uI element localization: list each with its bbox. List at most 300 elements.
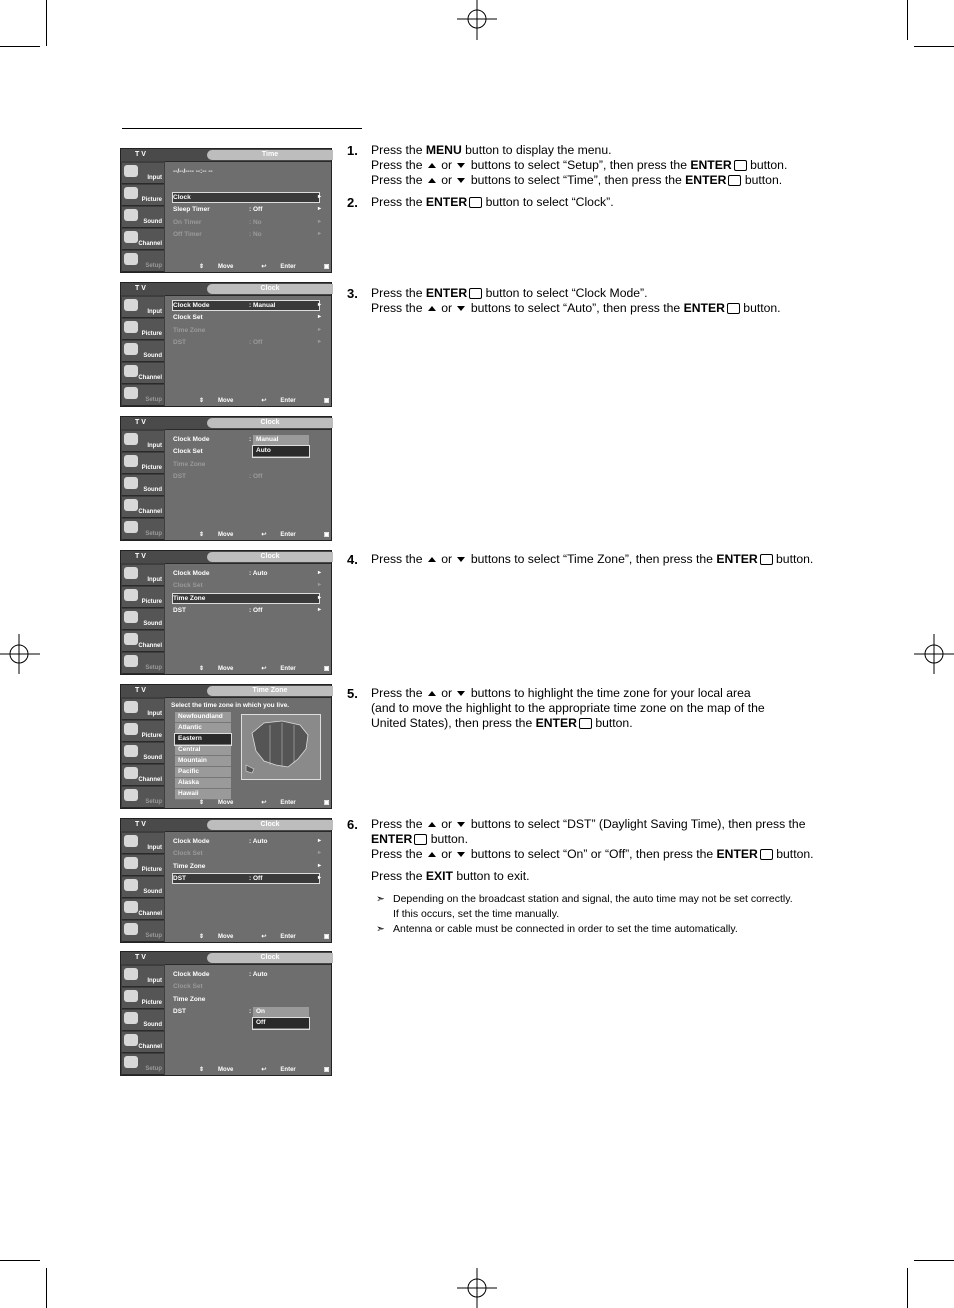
enter-button-label: ENTER — [685, 173, 727, 187]
sidebar-item-channel[interactable] — [122, 497, 164, 518]
footer-move — [199, 532, 247, 538]
menu-row-label: Time Zone — [173, 995, 206, 1003]
footer-move — [199, 666, 247, 672]
footer-enter — [261, 666, 309, 672]
channel-icon — [124, 365, 138, 377]
menu-row-label: Clock Mode — [173, 570, 210, 577]
dropdown-option[interactable]: Auto — [253, 446, 309, 457]
tv-label: T V — [135, 954, 146, 961]
text: button. — [772, 552, 814, 566]
tv-label: T V — [135, 553, 146, 560]
menu-row[interactable] — [173, 862, 319, 871]
menu-sidebar — [121, 964, 165, 1075]
sidebar-item-input[interactable] — [122, 163, 164, 184]
sidebar-item-picture[interactable] — [122, 721, 164, 742]
crop-mark — [0, 1260, 40, 1261]
footer-return — [324, 398, 377, 404]
sidebar-item-input[interactable] — [122, 833, 164, 854]
move-icon: ⇕ — [199, 666, 205, 672]
sidebar-item-label: Channel — [138, 643, 162, 649]
sidebar-item-label: Input — [147, 845, 162, 851]
sidebar-item-sound[interactable] — [122, 207, 164, 228]
setup-icon — [124, 789, 138, 801]
sidebar-item-label: Setup — [145, 397, 162, 403]
setup-icon — [124, 923, 138, 935]
note-marker-icon: ➣ — [376, 923, 385, 935]
footer-enter-label: Enter — [280, 934, 296, 940]
time-zone-option[interactable]: Mountain — [175, 756, 231, 767]
footer-enter — [261, 532, 309, 538]
menu-sidebar — [121, 563, 165, 674]
text: or — [437, 173, 456, 187]
sidebar-item-input[interactable] — [122, 699, 164, 720]
crop-mark — [0, 46, 40, 47]
down-arrow-icon — [457, 691, 465, 696]
footer-enter-label: Enter — [280, 1067, 296, 1073]
footer-move-label: Move — [218, 1067, 234, 1073]
sidebar-item-setup[interactable] — [122, 519, 164, 540]
text: Press the — [371, 195, 426, 209]
sidebar-item-sound[interactable] — [122, 341, 164, 362]
channel-icon — [124, 1034, 138, 1046]
time-zone-option[interactable]: Eastern — [175, 734, 231, 745]
step-number: 3. — [347, 286, 358, 301]
chevron-right-icon: ▸ — [317, 850, 321, 857]
menu-row-label: Clock Mode — [173, 838, 210, 845]
input-icon — [124, 968, 138, 980]
step-number: 5. — [347, 686, 358, 701]
sound-icon — [124, 611, 138, 623]
menu-title: Time Zone — [207, 686, 333, 696]
footer-move — [199, 800, 247, 806]
enter-button-label: ENTER — [690, 158, 732, 172]
menu-row[interactable] — [173, 472, 319, 481]
text: buttons to select “Auto”, then press the — [467, 301, 684, 315]
sidebar-item-label: Channel — [138, 509, 162, 515]
footer-enter-label: Enter — [280, 264, 296, 270]
menu-row[interactable] — [173, 581, 319, 590]
sidebar-item-sound[interactable] — [122, 1010, 164, 1031]
sidebar-item-picture[interactable] — [122, 587, 164, 608]
text: or — [437, 158, 456, 172]
footer-move-label: Move — [218, 666, 234, 672]
menu-row-label: Clock Set — [173, 582, 203, 590]
menu-title: Clock — [207, 953, 333, 963]
time-zone-option[interactable]: Hawaii — [175, 789, 231, 800]
sidebar-item-sound[interactable] — [122, 877, 164, 898]
return-icon: ▣ — [323, 800, 330, 806]
chevron-right-icon: ▸ — [317, 874, 321, 881]
menu-screen — [120, 684, 363, 809]
menu-row[interactable] — [173, 874, 319, 883]
sidebar-item-label: Picture — [141, 331, 162, 337]
setup-icon — [124, 521, 138, 533]
tv-label: T V — [135, 419, 146, 426]
text: button to select “Clock”. — [482, 195, 614, 209]
menu-screen — [120, 951, 363, 1076]
chevron-right-icon: ▸ — [317, 606, 321, 613]
input-icon — [124, 701, 138, 713]
channel-icon — [124, 901, 138, 913]
chevron-right-icon: ▸ — [317, 338, 321, 345]
north-america-map-icon — [242, 715, 320, 779]
enter-icon — [727, 303, 740, 314]
footer-return — [324, 1067, 377, 1073]
text: button. — [591, 716, 633, 730]
step-number: 1. — [347, 143, 358, 158]
sidebar-item-channel[interactable] — [122, 765, 164, 786]
sidebar-item-input[interactable] — [122, 966, 164, 987]
enter-icon — [469, 288, 482, 299]
menu-screen — [120, 550, 363, 675]
menu-row[interactable] — [173, 313, 319, 322]
registration-mark-right — [914, 634, 954, 674]
menu-row-value: : Auto — [249, 570, 268, 577]
menu-footer — [199, 933, 391, 940]
chevron-right-icon: ▸ — [317, 314, 321, 321]
footer-enter-label: Enter — [280, 532, 296, 538]
menu-row-label: Sleep Timer — [173, 206, 210, 214]
enter-icon — [728, 175, 741, 186]
enter-button-label: ENTER — [371, 832, 413, 846]
return-icon: ▣ — [323, 666, 330, 672]
sidebar-item-channel[interactable] — [122, 1032, 164, 1053]
chevron-right-icon: ▸ — [317, 230, 321, 237]
enter-icon: ↩ — [261, 398, 267, 404]
step-number: 6. — [347, 817, 358, 832]
down-arrow-icon — [457, 306, 465, 311]
tv-label: T V — [135, 151, 146, 158]
text: Press the — [371, 286, 426, 300]
footer-return — [324, 800, 377, 806]
tv-label: T V — [135, 687, 146, 694]
text: button to display the menu. — [461, 143, 612, 157]
time-zone-option[interactable]: Atlantic — [175, 723, 231, 734]
setup-icon — [124, 1056, 138, 1068]
footer-move — [199, 264, 247, 270]
footer-return — [324, 264, 377, 270]
footer-return-label: Return — [343, 666, 363, 672]
sidebar-item-label: Setup — [145, 263, 162, 269]
time-zone-list — [175, 712, 231, 800]
text: buttons to select “Time Zone”, then press the — [467, 552, 717, 566]
footer-enter-label: Enter — [280, 800, 296, 806]
text: button. — [739, 301, 781, 315]
menu-row[interactable] — [173, 849, 319, 858]
sidebar-item-picture[interactable] — [122, 185, 164, 206]
registration-mark-left — [0, 634, 40, 674]
return-icon: ▣ — [323, 264, 330, 270]
footer-enter — [261, 398, 309, 404]
text: button. — [427, 832, 468, 846]
sound-icon — [124, 1012, 138, 1024]
step-number: 2. — [347, 195, 358, 210]
note-text: Depending on the broadcast station and signal, the auto time may not be set correctly. — [393, 893, 793, 905]
channel-icon — [124, 633, 138, 645]
sidebar-item-label: Sound — [143, 889, 162, 895]
sidebar-item-label: Sound — [143, 219, 162, 225]
move-icon: ⇕ — [199, 800, 205, 806]
text: (and to move the highlight to the appropriate time zone on the map of the — [371, 701, 765, 715]
menu-row[interactable] — [173, 326, 319, 335]
chevron-right-icon: ▸ — [317, 594, 321, 601]
picture-icon — [124, 857, 138, 869]
text: Press the — [371, 301, 426, 315]
sidebar-item-label: Picture — [141, 1000, 162, 1006]
registration-mark-top — [457, 0, 497, 40]
dropdown-list — [253, 435, 309, 457]
sidebar-item-label: Input — [147, 978, 162, 984]
time-zone-option[interactable]: Newfoundland — [175, 712, 231, 723]
menu-screen — [120, 416, 363, 541]
text: buttons to select “Setup”, then press the — [467, 158, 691, 172]
time-zone-option[interactable]: Central — [175, 745, 231, 756]
footer-enter-label: Enter — [280, 398, 296, 404]
enter-icon — [760, 554, 773, 565]
menu-row[interactable] — [173, 982, 319, 991]
menu-sidebar — [121, 295, 165, 406]
menu-sidebar — [121, 161, 165, 272]
footer-return-label: Return — [343, 264, 363, 270]
up-arrow-icon — [428, 691, 436, 696]
note-item — [376, 922, 896, 937]
return-icon: ▣ — [323, 532, 330, 538]
up-arrow-icon — [428, 163, 436, 168]
up-arrow-icon — [428, 178, 436, 183]
menu-row-label: Clock Set — [173, 448, 203, 456]
time-zone-option[interactable]: Pacific — [175, 767, 231, 778]
sidebar-item-picture[interactable] — [122, 855, 164, 876]
sidebar-item-label: Input — [147, 711, 162, 717]
chevron-right-icon: ▸ — [317, 206, 321, 213]
menu-row-value: : Off — [249, 206, 263, 214]
menu-row[interactable] — [173, 218, 319, 227]
enter-icon — [469, 197, 482, 208]
sidebar-item-picture[interactable] — [122, 988, 164, 1009]
menu-row-value: : No — [249, 218, 262, 226]
menu-row[interactable] — [173, 338, 319, 347]
menu-row[interactable] — [173, 193, 319, 202]
menu-screen — [120, 282, 363, 407]
menu-row-label: DST — [173, 874, 186, 882]
menu-row[interactable] — [173, 460, 319, 469]
sidebar-item-setup[interactable] — [122, 653, 164, 674]
sidebar-item-sound[interactable] — [122, 475, 164, 496]
sidebar-item-label: Channel — [138, 911, 162, 917]
sidebar-item-label: Sound — [143, 353, 162, 359]
sidebar-item-setup[interactable] — [122, 1054, 164, 1075]
up-arrow-icon — [428, 557, 436, 562]
menu-title: Clock — [207, 284, 333, 294]
move-icon: ⇕ — [199, 934, 205, 940]
footer-return-label: Return — [343, 398, 363, 404]
sidebar-item-label: Channel — [138, 375, 162, 381]
return-icon: ▣ — [323, 398, 330, 404]
sidebar-item-input[interactable] — [122, 297, 164, 318]
step-number: 4. — [347, 552, 358, 567]
tv-label: T V — [135, 821, 146, 828]
text: button. — [741, 173, 783, 187]
enter-icon: ↩ — [261, 934, 267, 940]
dropdown-option[interactable]: Off — [253, 1018, 309, 1029]
menu-row-label: Clock Set — [173, 983, 203, 991]
footer-return-label: Return — [343, 532, 363, 538]
text: buttons to select “DST” (Daylight Saving Time), then press the — [467, 817, 806, 831]
menu-row-label: Time Zone — [173, 460, 206, 468]
sidebar-item-setup[interactable] — [122, 385, 164, 406]
input-icon — [124, 567, 138, 579]
menu-row[interactable] — [173, 569, 319, 578]
text: Press the — [371, 143, 426, 157]
text: button. — [772, 847, 814, 861]
menu-row-label: Clock Mode — [173, 302, 210, 309]
sidebar-item-sound[interactable] — [122, 743, 164, 764]
sound-icon — [124, 745, 138, 757]
chevron-right-icon: ▸ — [317, 862, 321, 869]
exit-button-label: EXIT — [425, 869, 453, 883]
menu-row-label: DST — [173, 338, 186, 346]
menu-row-label: DST — [173, 606, 186, 614]
menu-row[interactable] — [173, 594, 319, 603]
enter-button-label: ENTER — [716, 847, 758, 861]
note-text: Antenna or cable must be connected in order to set the time automatically. — [393, 923, 738, 935]
enter-icon — [760, 849, 773, 860]
sidebar-item-label: Picture — [141, 733, 162, 739]
menu-row[interactable] — [173, 301, 319, 310]
menu-row[interactable] — [173, 970, 319, 979]
menu-sidebar — [121, 429, 165, 540]
sidebar-item-label: Picture — [141, 599, 162, 605]
sidebar-item-setup[interactable] — [122, 787, 164, 808]
up-arrow-icon — [428, 822, 436, 827]
clock-display: --/--/---- --:-- -- — [173, 168, 213, 175]
menu-row[interactable] — [173, 995, 319, 1004]
menu-screen — [120, 148, 363, 273]
channel-icon — [124, 499, 138, 511]
chevron-right-icon: ▸ — [317, 194, 321, 200]
sidebar-item-label: Sound — [143, 1022, 162, 1028]
sound-icon — [124, 879, 138, 891]
sidebar-item-label: Setup — [145, 1066, 162, 1072]
dropdown-option[interactable]: On — [253, 1007, 309, 1018]
header-rule — [122, 128, 362, 129]
enter-button-label: ENTER — [716, 552, 758, 566]
sidebar-item-sound[interactable] — [122, 609, 164, 630]
dropdown-option[interactable]: Manual — [253, 435, 309, 446]
enter-icon: ↩ — [261, 264, 267, 270]
sidebar-item-picture[interactable] — [122, 453, 164, 474]
menu-row-label: Clock Set — [173, 314, 203, 322]
sidebar-item-channel[interactable] — [122, 363, 164, 384]
input-icon — [124, 165, 138, 177]
menu-row[interactable] — [173, 837, 319, 846]
footer-move-label: Move — [218, 264, 234, 270]
text: Press the — [371, 817, 426, 831]
crop-mark — [914, 1260, 954, 1261]
text: Press the — [371, 686, 426, 700]
enter-icon: ↩ — [261, 666, 267, 672]
sidebar-item-label: Channel — [138, 777, 162, 783]
sidebar-item-label: Sound — [143, 487, 162, 493]
footer-enter — [261, 264, 309, 270]
menu-row[interactable] — [173, 230, 319, 239]
sidebar-item-label: Input — [147, 577, 162, 583]
crop-mark — [46, 1268, 47, 1308]
up-arrow-icon — [428, 852, 436, 857]
registration-mark-bottom — [457, 1268, 497, 1308]
crop-mark — [914, 46, 954, 47]
menu-footer — [199, 263, 391, 270]
sound-icon — [124, 477, 138, 489]
dropdown-list — [253, 1007, 309, 1029]
time-zone-hint: Select the time zone in which you live. — [171, 702, 290, 709]
menu-row-label: Time Zone — [173, 862, 206, 870]
sidebar-item-input[interactable] — [122, 431, 164, 452]
footer-move — [199, 398, 247, 404]
menu-row-label: Clock Mode — [173, 436, 210, 443]
menu-row-value: : Off — [249, 472, 263, 480]
sidebar-item-channel[interactable] — [122, 899, 164, 920]
footer-enter — [261, 1067, 309, 1073]
sidebar-item-label: Input — [147, 443, 162, 449]
footer-move — [199, 934, 247, 940]
menu-title: Clock — [207, 552, 333, 562]
time-zone-option[interactable]: Alaska — [175, 778, 231, 789]
footer-return — [324, 532, 377, 538]
menu-screen — [120, 818, 363, 943]
text: or — [437, 847, 456, 861]
text: Press the — [371, 552, 426, 566]
sidebar-item-setup[interactable] — [122, 251, 164, 272]
sidebar-item-label: Input — [147, 175, 162, 181]
note-marker-icon: ➣ — [376, 893, 385, 905]
move-icon: ⇕ — [199, 264, 205, 270]
picture-icon — [124, 321, 138, 333]
menu-row-value: : Auto — [249, 971, 268, 978]
sidebar-item-input[interactable] — [122, 565, 164, 586]
note-text: If this occurs, set the time manually. — [393, 908, 560, 920]
sidebar-item-label: Channel — [138, 1044, 162, 1050]
footer-return-label: Return — [343, 934, 363, 940]
menu-footer — [199, 665, 391, 672]
sidebar-item-channel[interactable] — [122, 631, 164, 652]
sound-icon — [124, 209, 138, 221]
return-icon: ▣ — [323, 1067, 330, 1073]
input-icon — [124, 433, 138, 445]
menu-row[interactable] — [173, 205, 319, 214]
enter-icon — [579, 718, 592, 729]
picture-icon — [124, 187, 138, 199]
text: United States), then press the — [371, 716, 536, 730]
chevron-right-icon: ▸ — [317, 570, 321, 576]
text: button to exit. — [452, 869, 530, 883]
menu-title: Time — [207, 150, 333, 160]
sidebar-item-setup[interactable] — [122, 921, 164, 942]
sidebar-item-label: Picture — [141, 197, 162, 203]
menu-title: Clock — [207, 820, 333, 830]
text: or — [437, 686, 456, 700]
footer-return — [324, 666, 377, 672]
sidebar-item-label: Sound — [143, 755, 162, 761]
chevron-right-icon: ▸ — [317, 302, 321, 308]
menu-row-label: Clock — [173, 194, 191, 201]
picture-icon — [124, 723, 138, 735]
menu-row-value: : Off — [249, 338, 263, 346]
chevron-right-icon: ▸ — [317, 326, 321, 333]
menu-row[interactable] — [173, 606, 319, 615]
sidebar-item-picture[interactable] — [122, 319, 164, 340]
sidebar-item-channel[interactable] — [122, 229, 164, 250]
